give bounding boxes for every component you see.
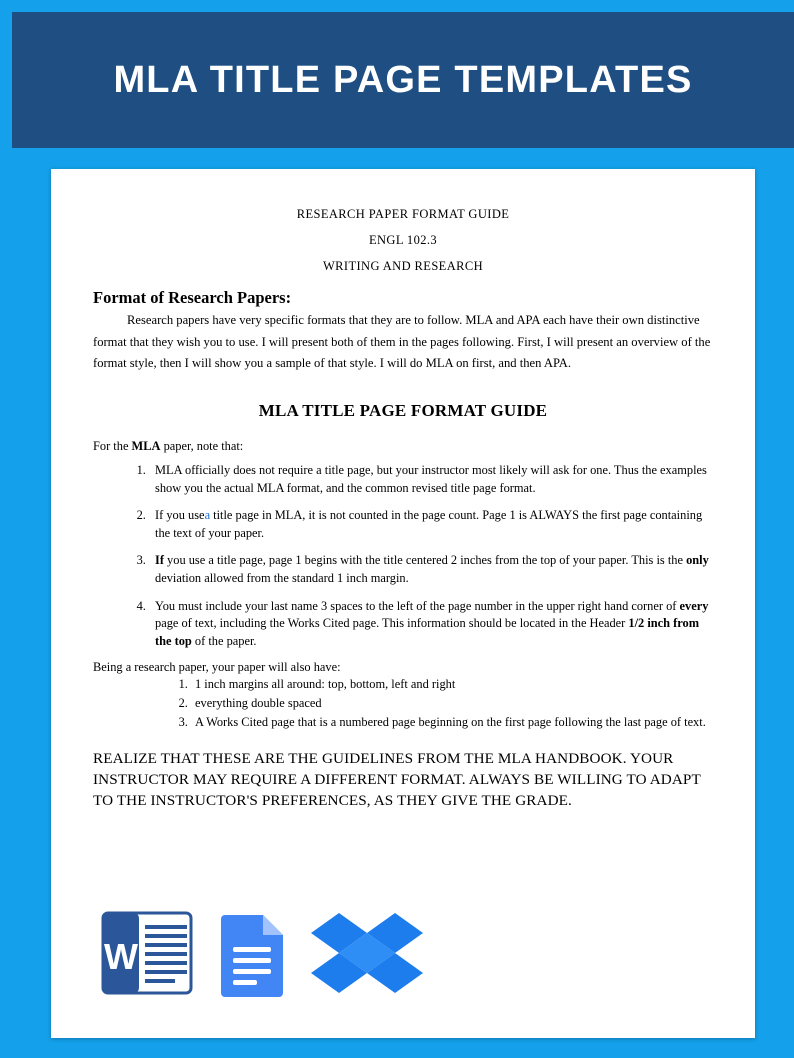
- requirements-sub-list: [93, 676, 713, 731]
- list-item: [149, 598, 713, 651]
- numbered-guidelines-list: [93, 462, 713, 650]
- page-title: MLA TITLE PAGE TEMPLATES: [113, 58, 693, 101]
- list-item: [149, 507, 713, 542]
- section-heading: Format of Research Papers:: [93, 288, 292, 307]
- item-text-1: MLA officially does not require a title page, but your instructor most likely will ask for one. Thus the examples show you the actual MLA format, and the common revised title page format.: [155, 462, 707, 495]
- item-text-4c: page of text, including the Works Cited page. This information should be located in the Header: [155, 616, 629, 631]
- list-item: 3. A Works Cited page that is a numbered page beginning on the first page following the last page of text.: [191, 714, 713, 732]
- svg-text:W: W: [104, 936, 138, 977]
- item-text-3b: you use a title page, page 1 begins with the title centered 2 inches from the top of your paper. This is the: [163, 553, 687, 568]
- note-line-bold: MLA: [131, 438, 161, 453]
- item-text-4a: You must include your last name 3 spaces to the left of the page number in the upper right hand corner of: [155, 598, 680, 613]
- format-icons-row: [101, 907, 423, 1004]
- banner: [12, 12, 794, 148]
- note-line: [93, 439, 713, 454]
- doc-header-line-3: WRITING AND RESEARCH: [322, 259, 484, 273]
- item-text-4b: every: [679, 598, 709, 613]
- dropbox-icon[interactable]: [311, 907, 423, 1004]
- also-have-line: Being a research paper, your paper will also have:: [93, 660, 341, 675]
- list-item: [149, 462, 713, 497]
- item-text-2a: If you use: [155, 508, 205, 523]
- mla-format-heading: MLA TITLE PAGE FORMAT GUIDE: [258, 400, 548, 420]
- item-text-2-marker: a: [204, 508, 211, 523]
- item-text-2b: title page in MLA, it is not counted in the page count. Page 1 is ALWAYS the first page containing the text of your paper.: [155, 508, 703, 540]
- list-item: [149, 552, 713, 587]
- note-line-prefix: For the: [93, 438, 132, 453]
- doc-header-line-2: ENGL 102.3: [368, 233, 438, 247]
- doc-header-line-1: RESEARCH PAPER FORMAT GUIDE: [296, 207, 510, 221]
- item-text-3a: If: [155, 553, 164, 568]
- intro-paragraph: Research papers have very specific formats that they are to follow. MLA and APA each have their own distinctive format that they wish you to use. I will present both of them in the pages following. First, I will present an overview of the format style, then I will show you a sample of that style. I will do MLA on first, and then APA.: [93, 313, 711, 371]
- realize-statement: REALIZE THAT THESE ARE THE GUIDELINES FROM THE MLA HANDBOOK. YOUR INSTRUCTOR MAY REQUIRE A DIFFERENT FORMAT. ALWAYS BE WILLING TO ADAPT TO THE INSTRUCTOR'S PREFERENCES, AS THEY GIVE THE GRADE.: [93, 750, 701, 809]
- google-docs-icon[interactable]: [219, 913, 285, 1004]
- microsoft-word-icon[interactable]: [101, 907, 193, 1004]
- document-preview-card[interactable]: [51, 169, 755, 1038]
- item-text-4e: of the paper.: [191, 633, 257, 648]
- list-item: 2. everything double spaced: [191, 695, 713, 713]
- list-item: 1. 1 inch margins all around: top, bottom, left and right: [191, 676, 713, 694]
- item-text-3d: deviation allowed from the standard 1 inch margin.: [155, 571, 409, 586]
- item-text-4d: 1/2 inch from the top: [155, 616, 700, 648]
- item-text-3c: only: [686, 553, 709, 568]
- document-body: [51, 169, 755, 811]
- note-line-suffix: paper, note that:: [160, 438, 244, 453]
